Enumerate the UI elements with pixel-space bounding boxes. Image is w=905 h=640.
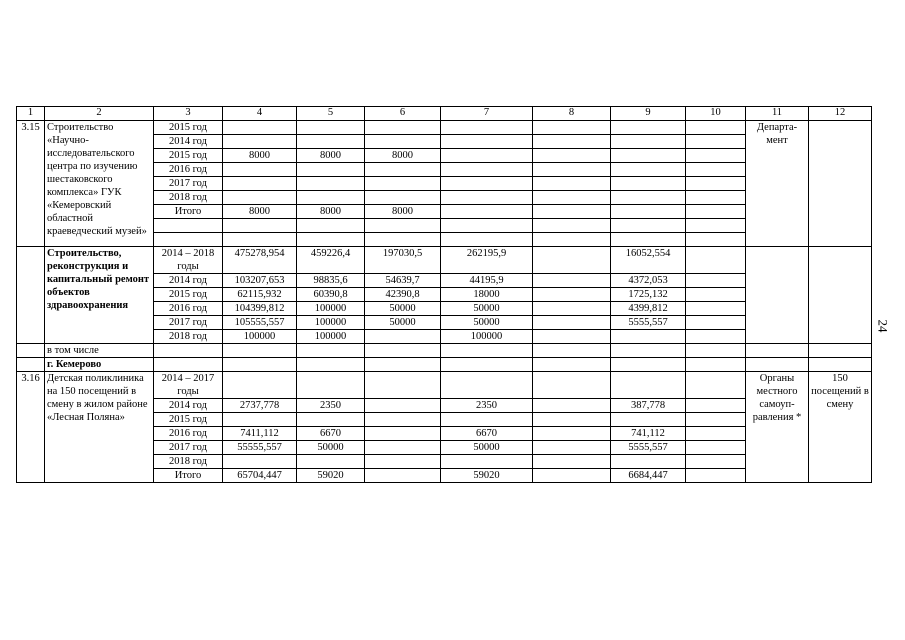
value-cell: 2350 bbox=[441, 399, 533, 413]
period-cell: Итого bbox=[154, 205, 223, 219]
value-cell bbox=[441, 413, 533, 427]
period-cell: 2018 год bbox=[154, 455, 223, 469]
value-cell bbox=[365, 330, 441, 344]
value-cell: 50000 bbox=[365, 302, 441, 316]
value-cell bbox=[297, 455, 365, 469]
value-cell: 5555,557 bbox=[611, 316, 686, 330]
item-number: 3.16 bbox=[17, 372, 45, 483]
executor-cell bbox=[746, 247, 809, 344]
program-table bbox=[16, 106, 872, 483]
result-cell bbox=[809, 121, 872, 247]
value-cell: 2737,778 bbox=[223, 399, 297, 413]
period-cell: 2016 год bbox=[154, 163, 223, 177]
empty-cell bbox=[686, 121, 746, 135]
empty-cell bbox=[223, 233, 297, 247]
empty-cell bbox=[686, 344, 746, 358]
period-cell: 2014 год bbox=[154, 135, 223, 149]
empty-cell bbox=[686, 413, 746, 427]
empty-cell bbox=[365, 358, 441, 372]
period-cell: 2017 год bbox=[154, 316, 223, 330]
value-cell: 100000 bbox=[297, 302, 365, 316]
value-cell bbox=[223, 121, 297, 135]
period-cell: 2015 год bbox=[154, 413, 223, 427]
value-cell bbox=[611, 149, 686, 163]
value-cell bbox=[533, 399, 611, 413]
period-cell: 2014 – 2018 годы bbox=[154, 247, 223, 274]
value-cell bbox=[533, 427, 611, 441]
value-cell: 54639,7 bbox=[365, 274, 441, 288]
value-cell: 100000 bbox=[297, 330, 365, 344]
value-cell: 5555,557 bbox=[611, 441, 686, 455]
table-body bbox=[17, 107, 872, 483]
empty-cell bbox=[686, 399, 746, 413]
value-cell bbox=[441, 149, 533, 163]
item-name: Строительство «Научно-исследовательского центра по изучению шестаковского комплекса» ГУК «Кемеровский областной краеведческий музей» bbox=[45, 121, 154, 247]
value-cell bbox=[297, 177, 365, 191]
section-name: Строительство, реконструкция и капитальный ремонт объектов здравоохранения bbox=[45, 247, 154, 344]
col-7-header: 7 bbox=[441, 107, 533, 121]
value-cell bbox=[223, 455, 297, 469]
empty-cell bbox=[533, 358, 611, 372]
empty-cell bbox=[297, 344, 365, 358]
value-cell: 262195,9 bbox=[441, 247, 533, 274]
value-cell bbox=[533, 191, 611, 205]
value-cell bbox=[533, 163, 611, 177]
value-cell: 100000 bbox=[441, 330, 533, 344]
value-cell bbox=[223, 135, 297, 149]
value-cell bbox=[611, 177, 686, 191]
empty-cell bbox=[686, 441, 746, 455]
empty-cell bbox=[686, 247, 746, 274]
value-cell bbox=[365, 399, 441, 413]
value-cell bbox=[533, 121, 611, 135]
empty-cell bbox=[686, 372, 746, 399]
value-cell: 60390,8 bbox=[297, 288, 365, 302]
empty-cell bbox=[686, 455, 746, 469]
empty-cell bbox=[611, 233, 686, 247]
empty-cell bbox=[746, 344, 809, 358]
period-cell: 2015 год bbox=[154, 149, 223, 163]
value-cell bbox=[365, 455, 441, 469]
value-cell bbox=[223, 372, 297, 399]
value-cell: 59020 bbox=[441, 469, 533, 483]
col-10-header: 10 bbox=[686, 107, 746, 121]
item-number bbox=[17, 358, 45, 372]
value-cell: 8000 bbox=[365, 149, 441, 163]
empty-cell bbox=[686, 274, 746, 288]
value-cell: 2350 bbox=[297, 399, 365, 413]
value-cell bbox=[223, 191, 297, 205]
period-cell: 2016 год bbox=[154, 302, 223, 316]
value-cell: 50000 bbox=[297, 441, 365, 455]
value-cell bbox=[611, 330, 686, 344]
empty-cell bbox=[611, 358, 686, 372]
value-cell bbox=[533, 316, 611, 330]
value-cell bbox=[297, 413, 365, 427]
period-cell: 2018 год bbox=[154, 330, 223, 344]
value-cell bbox=[533, 149, 611, 163]
value-cell bbox=[611, 163, 686, 177]
empty-cell bbox=[686, 163, 746, 177]
value-cell bbox=[441, 205, 533, 219]
empty-cell bbox=[686, 233, 746, 247]
value-cell bbox=[365, 163, 441, 177]
period-cell: 2014 год bbox=[154, 399, 223, 413]
executor-cell: Департа-мент bbox=[746, 121, 809, 247]
value-cell: 7411,112 bbox=[223, 427, 297, 441]
value-cell bbox=[441, 163, 533, 177]
empty-cell bbox=[533, 344, 611, 358]
period-cell: 2017 год bbox=[154, 177, 223, 191]
value-cell: 104399,812 bbox=[223, 302, 297, 316]
value-cell bbox=[441, 135, 533, 149]
empty-cell bbox=[686, 191, 746, 205]
empty-cell bbox=[441, 344, 533, 358]
empty-cell bbox=[686, 135, 746, 149]
value-cell: 1725,132 bbox=[611, 288, 686, 302]
value-cell bbox=[223, 163, 297, 177]
value-cell: 8000 bbox=[223, 205, 297, 219]
empty-cell bbox=[686, 219, 746, 233]
value-cell bbox=[533, 135, 611, 149]
value-cell bbox=[533, 205, 611, 219]
empty-cell bbox=[223, 344, 297, 358]
value-cell bbox=[297, 135, 365, 149]
period-cell: 2014 – 2017 годы bbox=[154, 372, 223, 399]
value-cell bbox=[297, 121, 365, 135]
value-cell bbox=[365, 121, 441, 135]
value-cell bbox=[365, 177, 441, 191]
empty-cell bbox=[686, 177, 746, 191]
empty-cell bbox=[686, 205, 746, 219]
empty-cell bbox=[533, 219, 611, 233]
col-11-header: 11 bbox=[746, 107, 809, 121]
item-number bbox=[17, 344, 45, 358]
value-cell bbox=[533, 274, 611, 288]
executor-cell: Органы местного самоуп-равления * bbox=[746, 372, 809, 483]
value-cell: 42390,8 bbox=[365, 288, 441, 302]
value-cell: 44195,9 bbox=[441, 274, 533, 288]
value-cell bbox=[533, 441, 611, 455]
header-row bbox=[17, 107, 872, 121]
col-6-header: 6 bbox=[365, 107, 441, 121]
empty-cell bbox=[809, 344, 872, 358]
value-cell bbox=[441, 177, 533, 191]
value-cell: 6670 bbox=[297, 427, 365, 441]
value-cell: 62115,932 bbox=[223, 288, 297, 302]
period-cell: 2018 год bbox=[154, 191, 223, 205]
incl-row bbox=[17, 344, 872, 358]
row-3-16 bbox=[17, 372, 872, 399]
value-cell bbox=[297, 372, 365, 399]
empty-cell bbox=[686, 288, 746, 302]
value-cell bbox=[365, 372, 441, 399]
empty-cell bbox=[809, 358, 872, 372]
page-number: 24 bbox=[875, 319, 891, 333]
row-health-section bbox=[17, 247, 872, 274]
empty-cell bbox=[611, 344, 686, 358]
value-cell bbox=[365, 413, 441, 427]
value-cell bbox=[365, 469, 441, 483]
col-8-header: 8 bbox=[533, 107, 611, 121]
value-cell bbox=[533, 288, 611, 302]
empty-cell bbox=[365, 219, 441, 233]
value-cell: 8000 bbox=[365, 205, 441, 219]
empty-cell bbox=[746, 358, 809, 372]
value-cell bbox=[611, 191, 686, 205]
row-3-15 bbox=[17, 121, 872, 135]
col-4-header: 4 bbox=[223, 107, 297, 121]
value-cell bbox=[611, 455, 686, 469]
period-cell: 2017 год bbox=[154, 441, 223, 455]
col-3-header: 3 bbox=[154, 107, 223, 121]
value-cell bbox=[365, 135, 441, 149]
value-cell: 50000 bbox=[441, 302, 533, 316]
period-cell: 2015 год bbox=[154, 121, 223, 135]
value-cell bbox=[441, 455, 533, 469]
value-cell: 741,112 bbox=[611, 427, 686, 441]
empty-cell bbox=[611, 219, 686, 233]
item-number: 3.15 bbox=[17, 121, 45, 247]
empty-cell bbox=[365, 233, 441, 247]
value-cell bbox=[611, 205, 686, 219]
value-cell: 197030,5 bbox=[365, 247, 441, 274]
value-cell bbox=[441, 121, 533, 135]
empty-cell bbox=[533, 233, 611, 247]
value-cell: 59020 bbox=[297, 469, 365, 483]
value-cell: 8000 bbox=[223, 149, 297, 163]
empty-cell bbox=[686, 330, 746, 344]
value-cell bbox=[441, 372, 533, 399]
value-cell: 4372,053 bbox=[611, 274, 686, 288]
empty-cell bbox=[686, 427, 746, 441]
value-cell: 8000 bbox=[297, 149, 365, 163]
value-cell bbox=[533, 247, 611, 274]
empty-cell bbox=[686, 469, 746, 483]
value-cell: 50000 bbox=[441, 316, 533, 330]
value-cell: 387,778 bbox=[611, 399, 686, 413]
empty-cell bbox=[686, 149, 746, 163]
value-cell bbox=[365, 427, 441, 441]
value-cell bbox=[365, 191, 441, 205]
empty-cell bbox=[297, 233, 365, 247]
value-cell bbox=[297, 191, 365, 205]
empty-cell bbox=[441, 358, 533, 372]
value-cell bbox=[611, 372, 686, 399]
empty-cell bbox=[297, 219, 365, 233]
value-cell: 100000 bbox=[223, 330, 297, 344]
value-cell bbox=[533, 372, 611, 399]
value-cell: 4399,812 bbox=[611, 302, 686, 316]
value-cell bbox=[611, 413, 686, 427]
value-cell: 98835,6 bbox=[297, 274, 365, 288]
value-cell bbox=[533, 302, 611, 316]
value-cell: 103207,653 bbox=[223, 274, 297, 288]
period-cell: 2015 год bbox=[154, 288, 223, 302]
value-cell bbox=[297, 163, 365, 177]
empty-cell bbox=[154, 344, 223, 358]
value-cell bbox=[223, 413, 297, 427]
value-cell bbox=[223, 177, 297, 191]
value-cell bbox=[533, 469, 611, 483]
value-cell: 6684,447 bbox=[611, 469, 686, 483]
empty-cell bbox=[686, 302, 746, 316]
value-cell: 65704,447 bbox=[223, 469, 297, 483]
value-cell: 105555,557 bbox=[223, 316, 297, 330]
period-cell: 2014 год bbox=[154, 274, 223, 288]
value-cell: 18000 bbox=[441, 288, 533, 302]
col-1-header: 1 bbox=[17, 107, 45, 121]
empty-cell bbox=[223, 219, 297, 233]
period-cell: Итого bbox=[154, 469, 223, 483]
value-cell bbox=[441, 191, 533, 205]
empty-cell bbox=[686, 358, 746, 372]
value-cell bbox=[533, 177, 611, 191]
col-5-header: 5 bbox=[297, 107, 365, 121]
period-cell: 2016 год bbox=[154, 427, 223, 441]
city-row bbox=[17, 358, 872, 372]
value-cell: 8000 bbox=[297, 205, 365, 219]
value-cell bbox=[365, 441, 441, 455]
value-cell: 16052,554 bbox=[611, 247, 686, 274]
empty-cell bbox=[154, 219, 223, 233]
incl-label: в том числе bbox=[45, 344, 154, 358]
empty-cell bbox=[297, 358, 365, 372]
value-cell bbox=[533, 455, 611, 469]
value-cell bbox=[533, 413, 611, 427]
value-cell bbox=[533, 330, 611, 344]
empty-cell bbox=[441, 219, 533, 233]
value-cell: 6670 bbox=[441, 427, 533, 441]
value-cell: 475278,954 bbox=[223, 247, 297, 274]
empty-cell bbox=[154, 358, 223, 372]
value-cell: 100000 bbox=[297, 316, 365, 330]
value-cell: 50000 bbox=[365, 316, 441, 330]
empty-cell bbox=[686, 316, 746, 330]
value-cell: 55555,557 bbox=[223, 441, 297, 455]
empty-cell bbox=[365, 344, 441, 358]
result-cell: 150 посещений в смену bbox=[809, 372, 872, 483]
result-cell bbox=[809, 247, 872, 344]
value-cell: 50000 bbox=[441, 441, 533, 455]
empty-cell bbox=[154, 233, 223, 247]
empty-cell bbox=[441, 233, 533, 247]
city-label: г. Кемерово bbox=[45, 358, 154, 372]
value-cell bbox=[611, 135, 686, 149]
col-12-header: 12 bbox=[809, 107, 872, 121]
empty-cell bbox=[223, 358, 297, 372]
item-name: Детская поликлиника на 150 посещений в смену в жилом районе «Лесная Поляна» bbox=[45, 372, 154, 483]
value-cell: 459226,4 bbox=[297, 247, 365, 274]
col-9-header: 9 bbox=[611, 107, 686, 121]
value-cell bbox=[611, 121, 686, 135]
col-2-header: 2 bbox=[45, 107, 154, 121]
item-number bbox=[17, 247, 45, 344]
